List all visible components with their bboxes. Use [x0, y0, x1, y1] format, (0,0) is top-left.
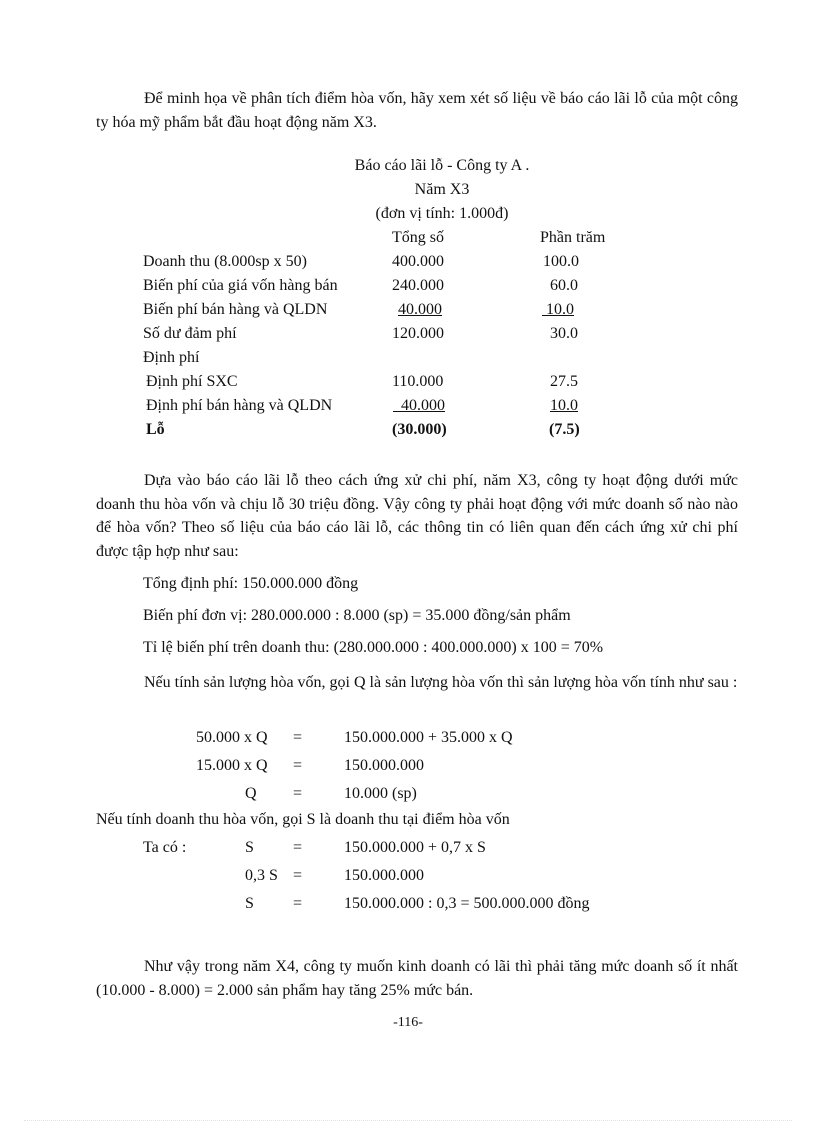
equation-op: = [293, 867, 303, 884]
page-number: -116- [393, 1015, 423, 1030]
column-header-percent: Phần trăm [540, 229, 606, 246]
equation-rhs: 10.000 (sp) [344, 785, 417, 802]
row-percent: (7.5) [549, 421, 580, 438]
equation-rhs: 150.000.000 + 35.000 x Q [344, 729, 513, 746]
row-label: Biến phí của giá vốn hàng bán [143, 277, 338, 294]
equation-op: = [293, 757, 303, 774]
row-total: 40.000 [398, 301, 442, 318]
equation-rhs: 150.000.000 [344, 757, 424, 774]
table-row [0, 325, 816, 347]
table-row [0, 373, 816, 395]
intro-paragraph: Để minh họa về phân tích điểm hòa vốn, hãy xem xét số liệu về báo cáo lãi lỗ của một công ty hóa mỹ phẩm bắt đầu hoạt động năm X3. [96, 90, 738, 131]
row-total: 400.000 [392, 253, 444, 270]
row-total: 40.000 [401, 397, 445, 414]
report-unit: (đơn vị tính: 1.000đ) [375, 205, 509, 222]
row-percent: 30.0 [550, 325, 578, 342]
q-intro-paragraph: Nếu tính sản lượng hòa vốn, gọi Q là sản lượng hòa vốn thì sản lượng hòa vốn tính như sau : [144, 674, 738, 691]
row-label: Định phí [143, 349, 200, 366]
equation-op: = [293, 839, 303, 856]
row-label: Biến phí bán hàng và QLDN [143, 301, 328, 318]
report-title: Báo cáo lãi lỗ - Công ty A . [354, 157, 530, 174]
column-header-total: Tổng số [392, 229, 444, 246]
equation-prefix: Ta có : [143, 839, 187, 856]
row-total: 110.000 [392, 373, 444, 390]
row-label: Số dư đảm phí [143, 325, 237, 342]
row-label: Doanh thu (8.000sp x 50) [143, 253, 307, 270]
row-percent: 60.0 [550, 277, 578, 294]
fact-total-fixed-cost: Tổng định phí: 150.000.000 đồng [143, 575, 359, 592]
table-row [0, 421, 816, 443]
conclusion-paragraph: Như vậy trong năm X4, công ty muốn kinh doanh có lãi thì phải tăng mức doanh số ít nhất (10.000 - 8.000) = 2.000 sản phẩm hay tăng 25% mức bán. [96, 958, 738, 999]
equation-op: = [293, 729, 303, 746]
table-row [0, 277, 816, 299]
equation-op: = [293, 785, 303, 802]
equation-op: = [293, 895, 303, 912]
equation-lhs: Q [245, 785, 257, 802]
row-total: 240.000 [392, 277, 444, 294]
equation-rhs: 150.000.000 + 0,7 x S [344, 839, 486, 856]
equation-lhs: 50.000 x Q [196, 729, 268, 746]
equation-lhs: 0,3 S [245, 867, 278, 884]
report-year: Năm X3 [414, 181, 470, 198]
row-total: 120.000 [392, 325, 444, 342]
table-row [0, 301, 816, 323]
equation-lhs: 15.000 x Q [196, 757, 268, 774]
row-label: Lỗ [146, 421, 165, 438]
fact-variable-cost-ratio: Tỉ lệ biến phí trên doanh thu: (280.000.000 : 400.000.000) x 100 = 70% [143, 639, 604, 656]
table-row [0, 253, 816, 275]
row-label: Định phí SXC [146, 373, 238, 390]
equation-lhs: S [245, 895, 254, 912]
fact-unit-variable-cost: Biến phí đơn vị: 280.000.000 : 8.000 (sp) = 35.000 đồng/sản phẩm [143, 607, 571, 624]
equation-rhs: 150.000.000 [344, 867, 424, 884]
row-percent: 27.5 [550, 373, 578, 390]
equation-lhs: S [245, 839, 254, 856]
row-percent: 100.0 [543, 253, 579, 270]
row-total: (30.000) [392, 421, 447, 438]
bottom-divider [24, 1120, 792, 1121]
row-label: Định phí bán hàng và QLDN [146, 397, 333, 414]
table-row [0, 397, 816, 419]
equation-rhs: 150.000.000 : 0,3 = 500.000.000 đồng [344, 895, 590, 912]
row-percent: 10.0 [550, 397, 578, 414]
analysis-paragraph: Dựa vào báo cáo lãi lỗ theo cách ứng xử chi phí, năm X3, công ty hoạt động dưới mức doanh thu hòa vốn và chịu lỗ 30 triệu đồng. Vậy công ty phải hoạt động với mức doanh số nào nào để hòa vốn? Theo số liệu của báo cáo lãi lỗ, các thông tin có liên quan đến cách ứng xử chi phí được tập hợp như sau: [96, 472, 738, 560]
table-header [0, 229, 816, 251]
row-percent: 10.0 [546, 301, 574, 318]
s-intro: Nếu tính doanh thu hòa vốn, gọi S là doanh thu tại điểm hòa vốn [96, 811, 510, 828]
table-row [0, 349, 816, 371]
